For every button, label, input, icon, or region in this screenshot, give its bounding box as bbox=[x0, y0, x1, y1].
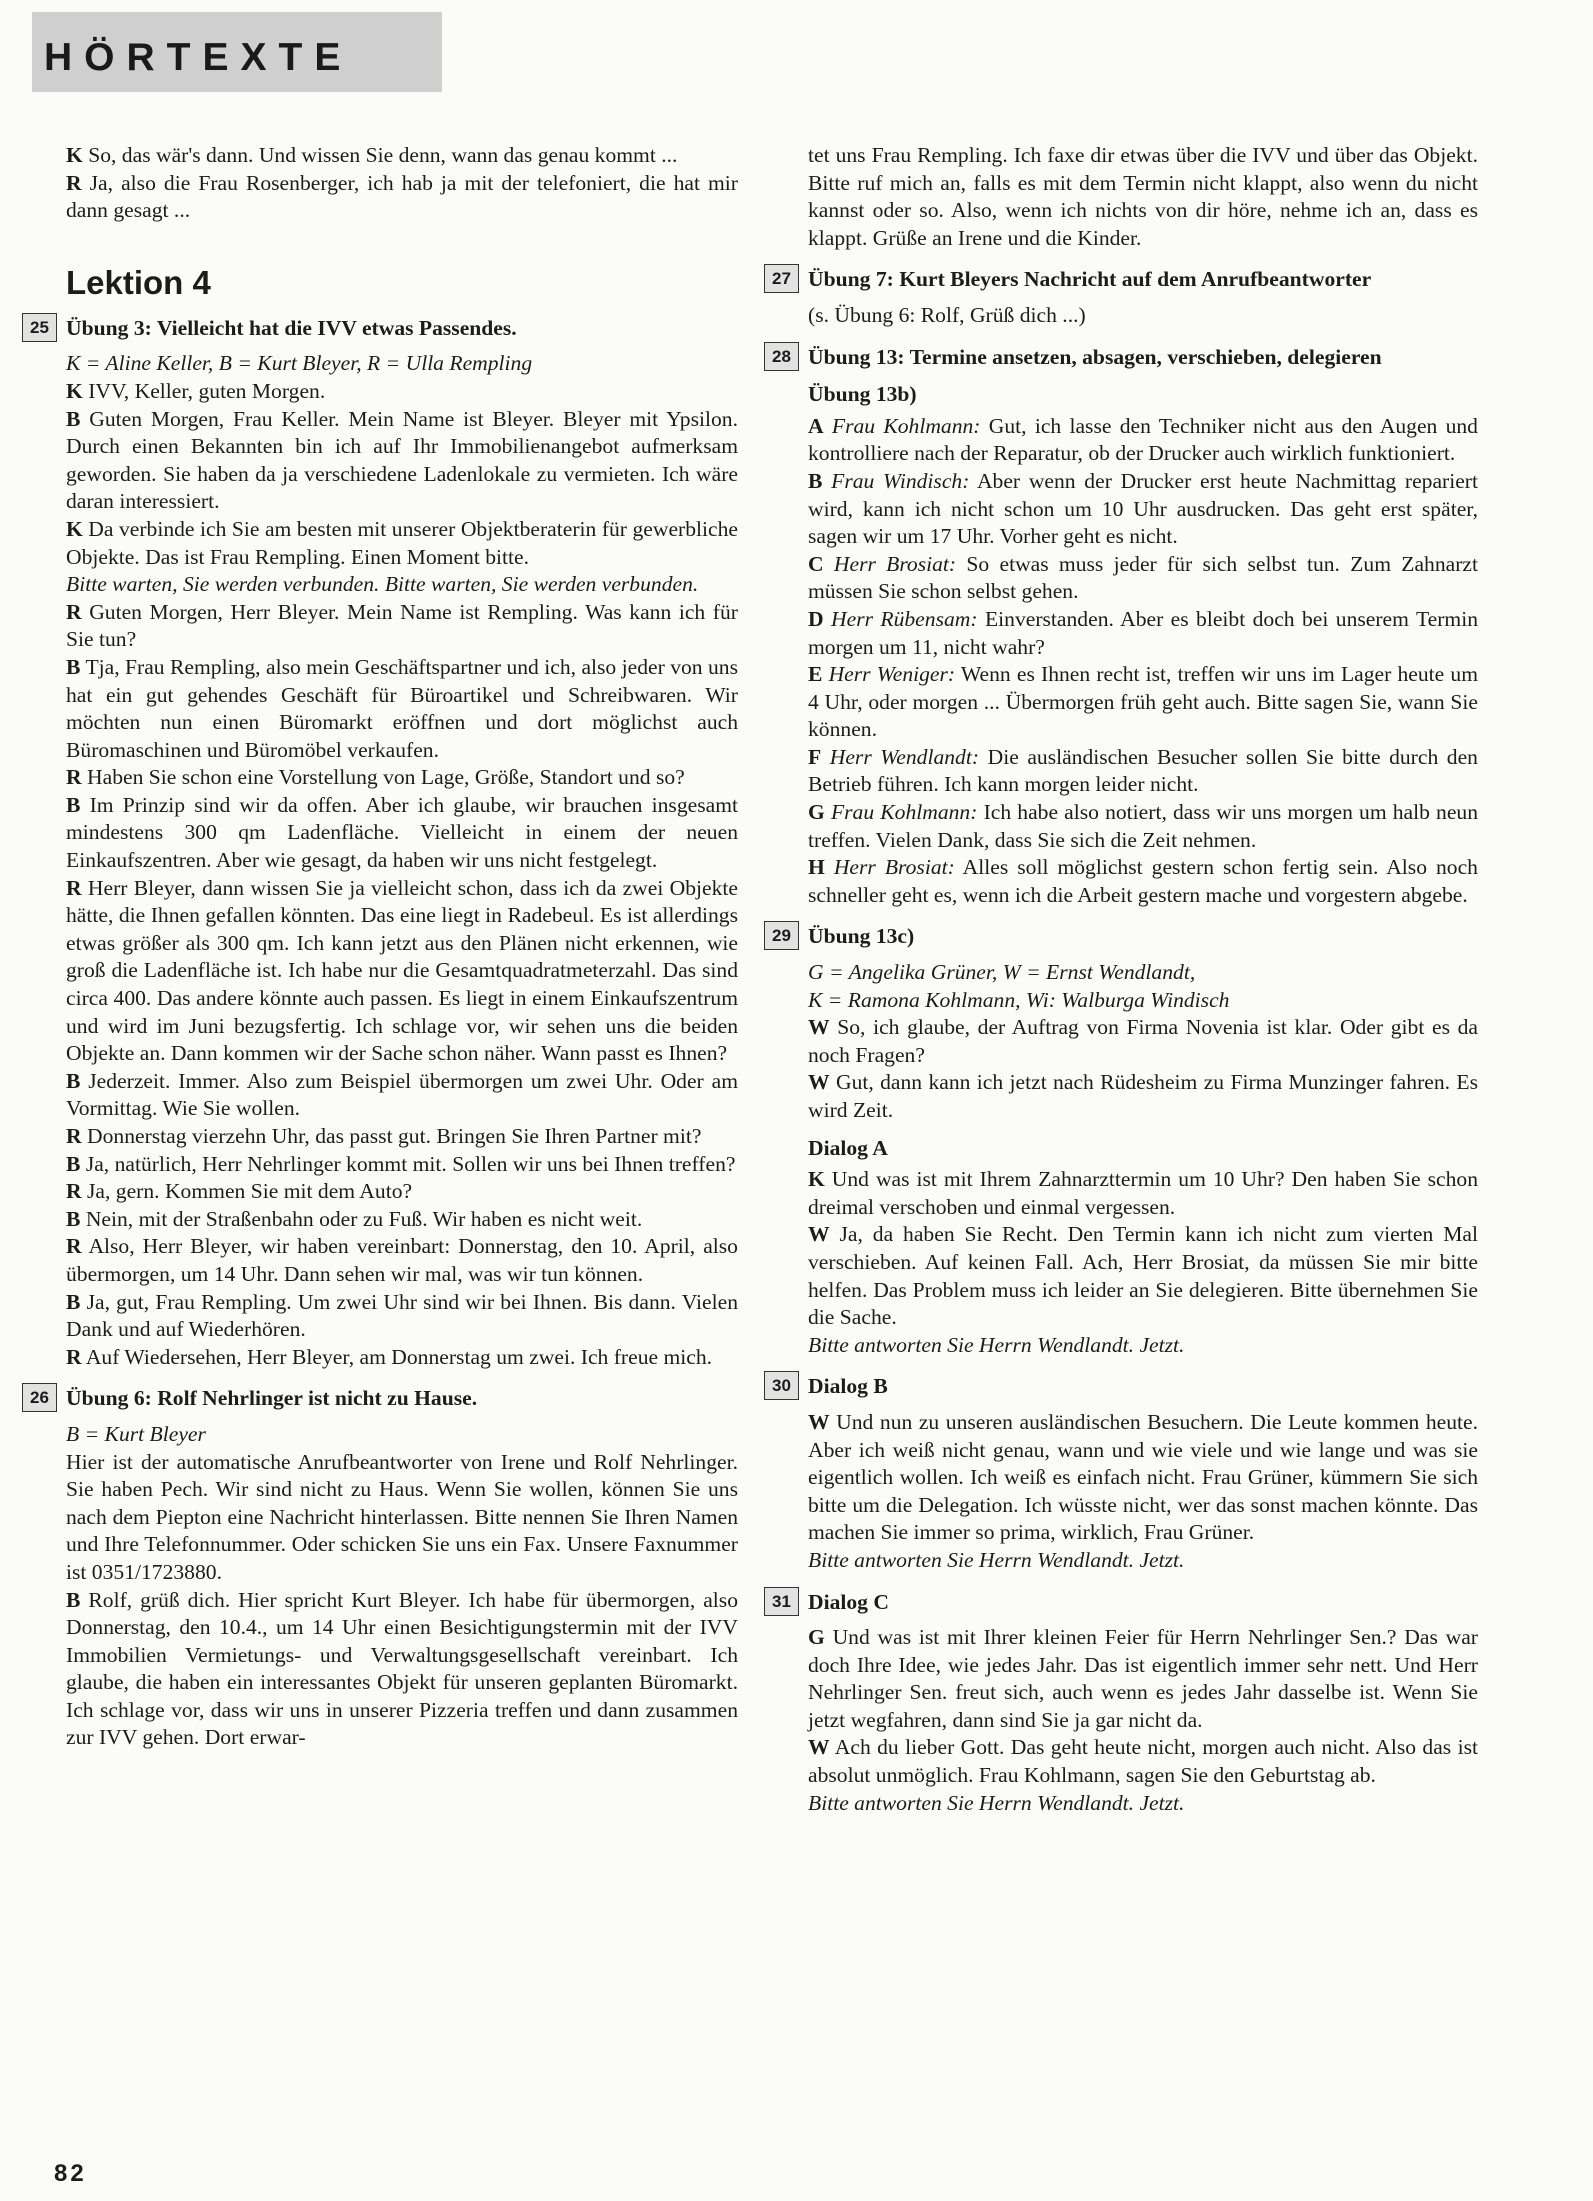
line-text: Die ausländischen Besucher sollen Sie bitte durch den Betrieb führen. Ich kann morgen leider nicht. bbox=[808, 744, 1478, 797]
speaker-label: K bbox=[66, 516, 83, 541]
track-number-badge: 26 bbox=[22, 1383, 57, 1412]
track-heading bbox=[772, 923, 1478, 951]
exercise-title: Dialog B bbox=[808, 1374, 888, 1399]
dialog-line bbox=[66, 1206, 738, 1234]
line-text: Guten Morgen, Frau Keller. Mein Name ist Bleyer. Bleyer mit Ypsilon. Durch einen Bekannten bin ich auf Ihr Immobilienangebot aufmerksam geworden. Sie haben da ja verschiedene Ladenlokale zu vermieten. Ich wäre daran interessiert. bbox=[66, 406, 738, 514]
line-text: Gut, dann kann ich jetzt nach Rüdesheim zu Firma Munzinger fahren. Es wird Zeit. bbox=[808, 1070, 1478, 1122]
track-number-badge: 29 bbox=[764, 921, 799, 950]
speaker-label: A bbox=[808, 413, 824, 438]
dialog-line bbox=[66, 1068, 738, 1123]
cast-list: K = Ramona Kohlmann, Wi: Walburga Windisch bbox=[808, 987, 1230, 1012]
dialog-line bbox=[66, 1178, 738, 1206]
speaker-label: B bbox=[66, 654, 81, 679]
line-text: Also, Herr Bleyer, wir haben vereinbart: Donnerstag, den 10. April, also übermorgen, um 14 Uhr. Dann sehen wir mal, was wir tun können. bbox=[66, 1234, 738, 1286]
speaker-name: Herr Wendlandt: bbox=[829, 744, 980, 769]
dialog-line bbox=[66, 571, 738, 599]
line-text: Alles soll möglichst gestern schon fertig sein. Also noch schneller geht es, wenn ich die Arbeit gestern mache und vorgestern abgebe. bbox=[808, 855, 1478, 907]
line-text: Hier ist der automatische Anrufbeantworter von Irene und Rolf Nehrlinger. Sie haben Pech. Wir sind nicht zu Haus. Wenn Sie wollen, können Sie uns nach dem Piepton eine Nachricht hinterlassen. Bitte nennen Sie Ihren Namen und Ihre Telefonnummer. Oder schicken Sie uns ein Fax. Unsere Faxnummer ist 0351/1723880. bbox=[66, 1449, 738, 1584]
dialog-line bbox=[66, 1344, 738, 1372]
speaker-label: R bbox=[66, 599, 82, 624]
speaker-label: D bbox=[808, 606, 824, 631]
dialog-line bbox=[808, 468, 1478, 551]
line-text: Bitte warten, Sie werden verbunden. Bitte warten, Sie werden verbunden. bbox=[66, 572, 699, 597]
speaker-label: G bbox=[808, 1625, 825, 1650]
dialog-line bbox=[808, 1014, 1478, 1069]
cast-list: B = Kurt Bleyer bbox=[66, 1421, 206, 1446]
exercise-title: Übung 13c) bbox=[808, 924, 915, 949]
dialog-line bbox=[66, 764, 738, 792]
line-text: Aber wenn der Drucker erst heute Nachmittag repariert wird, kann ich nicht schon um 10 Uhr ausdrucken. Das geht erst später, sagen wir um 17 Uhr. Vorher geht es nicht. bbox=[808, 468, 1478, 549]
dialog-line bbox=[808, 854, 1478, 909]
dialog-line bbox=[66, 599, 738, 654]
speaker-label: R bbox=[66, 1124, 82, 1148]
response-cue: Bitte antworten Sie Herrn Wendlandt. Jetzt. bbox=[808, 1332, 1185, 1357]
line-text: So, das wär's dann. Und wissen Sie denn, wann das genau kommt ... bbox=[88, 143, 678, 167]
track-heading bbox=[772, 344, 1478, 372]
dialog-line bbox=[66, 1289, 738, 1344]
dialog-line bbox=[66, 406, 738, 516]
speaker-label: K bbox=[66, 143, 83, 167]
dialog-line bbox=[66, 516, 738, 571]
line-text: Wenn es Ihnen recht ist, treffen wir uns im Lager heute um 4 Uhr, oder morgen ... Übermorgen früh geht auch. Bitte sagen Sie, wann Sie können. bbox=[808, 662, 1479, 742]
dialog-line bbox=[66, 875, 738, 1068]
line-text: Da verbinde ich Sie am besten mit unserer Objektberaterin für gewerbliche Objekte. Das ist Frau Rempling. Einen Moment bitte. bbox=[66, 516, 738, 569]
dialog-line bbox=[808, 413, 1478, 468]
cast-list: G = Angelika Grüner, W = Ernst Wendlandt, bbox=[808, 960, 1196, 985]
dialog-line bbox=[808, 1734, 1478, 1789]
dialog-line bbox=[66, 1151, 738, 1179]
line-text: Ach du lieber Gott. Das geht heute nicht, morgen auch nicht. Also das ist absolut unmöglich. Frau Kohlmann, sagen Sie den Geburtstag ab. bbox=[808, 1735, 1478, 1788]
speaker-label: H bbox=[808, 855, 825, 880]
track-number-badge: 30 bbox=[764, 1371, 799, 1400]
track-heading bbox=[30, 315, 738, 343]
dialog-line bbox=[808, 606, 1478, 661]
dialog-line bbox=[808, 551, 1478, 606]
track-number-badge: 27 bbox=[764, 264, 799, 293]
line-text: Ja, gern. Kommen Sie mit dem Auto? bbox=[87, 1179, 413, 1204]
speaker-label: R bbox=[66, 1234, 82, 1259]
track-heading bbox=[772, 1589, 1478, 1617]
continued-text: tet uns Frau Rempling. Ich faxe dir etwas über die IVV und über das Objekt. Bitte ruf mich an, falls es mit dem Termin nicht klappt, also wenn du nicht kannst oder so. Also, wenn ich nichts von dir höre, nehme ich an, dass es klappt. Grüße an Irene und die Kinder. bbox=[808, 143, 1478, 250]
speaker-name: Herr Rübensam: bbox=[831, 606, 978, 631]
speaker-name: Frau Windisch: bbox=[831, 468, 970, 493]
speaker-name: Frau Kohlmann: bbox=[831, 413, 981, 438]
line-text: Auf Wiedersehen, Herr Bleyer, am Donnerstag um zwei. Ich freue mich. bbox=[85, 1344, 713, 1369]
dialog-line bbox=[808, 661, 1478, 744]
speaker-label: G bbox=[808, 800, 825, 825]
dialog-line bbox=[66, 1233, 738, 1288]
dialog-title: Dialog A bbox=[808, 1135, 888, 1160]
line-text: Und nun zu unseren ausländischen Besuchern. Die Leute kommen heute. Aber ich weiß nicht genau, wann und wie viele und wie lange und was sie eigentlich wollen. Ich weiß es einfach nicht. Frau Grüner, kümmern Sie sich bitte um die Delegation. Ich wüsste nicht, wer das sonst machen könnte. Das machen Sie immer so prima, wirklich, Frau Grüner. bbox=[808, 1409, 1478, 1545]
line-text: So etwas muss jeder für sich selbst tun. Zum Zahnarzt müssen Sie schon selbst gehen. bbox=[808, 551, 1478, 604]
page-number: 82 bbox=[54, 2160, 87, 2187]
track-heading bbox=[772, 266, 1478, 294]
speaker-label: B bbox=[66, 1587, 81, 1612]
speaker-name: Herr Weniger: bbox=[828, 662, 956, 687]
line-text: Und was ist mit Ihrem Zahnarzttermin um 10 Uhr? Den haben Sie schon dreimal verschoben und einmal vergessen. bbox=[808, 1167, 1478, 1219]
speaker-label: B bbox=[66, 406, 81, 431]
line-text: Jederzeit. Immer. Also zum Beispiel übermorgen um zwei Uhr. Oder am Vormittag. Wie Sie wollen. bbox=[66, 1068, 738, 1121]
dialog-line bbox=[66, 142, 738, 170]
speaker-name: Herr Brosiat: bbox=[833, 855, 955, 880]
cast-list: K = Aline Keller, B = Kurt Bleyer, R = Ulla Rempling bbox=[66, 351, 533, 376]
exercise-title: Übung 6: Rolf Nehrlinger ist nicht zu Hause. bbox=[66, 1386, 478, 1411]
speaker-label: B bbox=[808, 468, 823, 493]
speaker-label: B bbox=[66, 1289, 81, 1314]
dialog-line bbox=[808, 1069, 1478, 1124]
speaker-label: R bbox=[66, 765, 82, 790]
response-cue: Bitte antworten Sie Herrn Wendlandt. Jetzt. bbox=[808, 1547, 1185, 1572]
line-text: Rolf, grüß dich. Hier spricht Kurt Bleyer. Ich habe für übermorgen, also Donnerstag, den 10.4., um 14 Uhr einen Besichtigungstermin mit der IVV Immobilien Vermietungs- und Verwaltungsgesellschaft vereinbart. Ich glaube, die haben ein interessantes Objekt für unseren geplanten Büromarkt. Ich schlage vor, dass wir uns in unserer Pizzeria treffen und dann zusammen zur IVV gehen. Dort erwar- bbox=[66, 1587, 739, 1750]
dialog-line bbox=[66, 1449, 738, 1587]
line-text: So, ich glaube, der Auftrag von Firma Novenia ist klar. Oder gibt es da noch Fragen? bbox=[808, 1015, 1478, 1067]
exercise-title: Übung 13: Termine ansetzen, absagen, verschieben, delegieren bbox=[808, 344, 1382, 369]
line-text: Ja, natürlich, Herr Nehrlinger kommt mit. Sollen wir uns bei Ihnen treffen? bbox=[85, 1151, 736, 1176]
line-text: Ja, gut, Frau Rempling. Um zwei Uhr sind wir bei Ihnen. Bis dann. Vielen Dank und auf Wiederhören. bbox=[66, 1289, 738, 1342]
line-text: Ja, also die Frau Rosenberger, ich hab ja mit der telefoniert, die hat mir dann gesagt ... bbox=[66, 170, 738, 223]
left-column bbox=[30, 142, 739, 1752]
speaker-label: R bbox=[66, 875, 82, 900]
dialog-line bbox=[808, 799, 1478, 854]
line-text: Herr Bleyer, dann wissen Sie ja vielleicht schon, dass ich da zwei Objekte hätte, die Ihnen gefallen könnten. Das eine liegt in Radebeul. Es ist allerdings etwas größer als 300 qm. Ich kann jetzt aus den Plänen nicht erkennen, wie groß die Ladenfläche ist. Ich habe nur die Gesamtquadratmeterzahl. Das sind circa 400. Das andere könnte auch passen. Es liegt in einem Einkaufszentrum und wird im Juni bezugsfertig. Ich schlage vor, wir sehen uns die beiden Objekte an. Dann kommen wir der Sache schon näher. Wann passt es Ihnen? bbox=[66, 875, 738, 1066]
track-heading bbox=[30, 1385, 738, 1413]
line-text: Haben Sie schon eine Vorstellung von Lage, Größe, Standort und so? bbox=[87, 765, 685, 790]
track-heading bbox=[772, 1373, 1478, 1401]
dialog-line bbox=[808, 1221, 1478, 1331]
dialog-line bbox=[66, 1587, 738, 1753]
line-text: Nein, mit der Straßenbahn oder zu Fuß. Wir haben es nicht weit. bbox=[85, 1206, 643, 1231]
track-number-badge: 31 bbox=[764, 1587, 799, 1616]
speaker-label: B bbox=[66, 792, 81, 817]
speaker-label: R bbox=[66, 1344, 82, 1369]
speaker-label: B bbox=[66, 1206, 81, 1231]
speaker-label: C bbox=[808, 551, 824, 576]
speaker-name: Frau Kohlmann: bbox=[830, 800, 978, 825]
speaker-label: W bbox=[808, 1222, 830, 1247]
speaker-label: E bbox=[808, 662, 823, 687]
response-cue: Bitte antworten Sie Herrn Wendlandt. Jetzt. bbox=[808, 1790, 1185, 1815]
dialog-line bbox=[808, 744, 1478, 799]
dialog-line bbox=[66, 170, 738, 225]
dialog-line bbox=[66, 1123, 738, 1151]
track-number-badge: 25 bbox=[22, 313, 57, 342]
track-number-badge: 28 bbox=[764, 342, 799, 371]
exercise-note: (s. Übung 6: Rolf, Grüß dich ...) bbox=[808, 302, 1086, 327]
subsection-title: Übung 13b) bbox=[808, 382, 917, 407]
speaker-label: K bbox=[808, 1167, 825, 1192]
speaker-label: B bbox=[66, 1151, 81, 1176]
right-column bbox=[772, 142, 1479, 1817]
exercise-title: Übung 7: Kurt Bleyers Nachricht auf dem Anrufbeantworter bbox=[808, 267, 1372, 292]
exercise-title: Dialog C bbox=[808, 1589, 889, 1614]
dialog-line bbox=[808, 1166, 1478, 1221]
line-text: Ja, da haben Sie Recht. Den Termin kann ich nicht zum vierten Mal verschieben. Auf keinen Fall. Ach, Herr Brosiat, da müssen Sie mir bitte helfen. Das Problem muss ich leider an Sie delegieren. Bitte übernehmen Sie die Sache. bbox=[808, 1222, 1478, 1330]
lesson-heading: Lektion 4 bbox=[66, 263, 211, 301]
line-text: IVV, Keller, guten Morgen. bbox=[88, 378, 326, 403]
speaker-label: W bbox=[808, 1409, 830, 1434]
line-text: Einverstanden. Aber es bleibt doch bei unserem Termin morgen um 11, nicht wahr? bbox=[808, 606, 1478, 659]
speaker-label: F bbox=[808, 744, 822, 769]
speaker-label: R bbox=[66, 1179, 82, 1204]
page-title: HÖRTEXTE bbox=[44, 36, 353, 79]
speaker-label: W bbox=[808, 1015, 830, 1040]
line-text: Donnerstag vierzehn Uhr, das passt gut. Bringen Sie Ihren Partner mit? bbox=[87, 1124, 702, 1148]
speaker-label: R bbox=[66, 170, 82, 195]
speaker-name: Herr Brosiat: bbox=[833, 551, 957, 576]
line-text: Ich habe also notiert, dass wir uns morgen um halb neun treffen. Vielen Dank, dass Sie sich die Zeit nehmen. bbox=[808, 800, 1479, 852]
line-text: Guten Morgen, Herr Bleyer. Mein Name ist Rempling. Was kann ich für Sie tun? bbox=[66, 599, 738, 652]
dialog-line bbox=[66, 654, 738, 764]
line-text: Gut, ich lasse den Techniker nicht aus den Augen und kontrolliere nach der Reparatur, ob der Drucker auch wirklich funktioniert. bbox=[808, 413, 1478, 466]
dialog-line bbox=[808, 1409, 1478, 1547]
line-text: Im Prinzip sind wir da offen. Aber ich glaube, wir brauchen insgesamt mindestens 300 qm Ladenfläche. Vielleicht in einem der neuen Einkaufszentren. Aber wie gesagt, da haben wir uns nicht festgelegt. bbox=[66, 792, 738, 873]
exercise-title: Übung 3: Vielleicht hat die IVV etwas Passendes. bbox=[66, 315, 517, 340]
dialog-line bbox=[66, 792, 738, 875]
speaker-label: W bbox=[808, 1070, 830, 1095]
dialog-line bbox=[66, 378, 738, 406]
speaker-label: B bbox=[66, 1068, 81, 1093]
speaker-label: W bbox=[808, 1735, 830, 1760]
line-text: Und was ist mit Ihrer kleinen Feier für Herrn Nehrlinger Sen.? Das war doch Ihre Idee, wie jedes Jahr. Das ist eigentlich immer sehr nett. Und Herr Nehrlinger Sen. freut sich, auch wenn es jedes Jahr dasselbe ist. Wenn Sie jetzt wegfahren, dann sind Sie ja gar nicht da. bbox=[808, 1625, 1478, 1732]
line-text: Tja, Frau Rempling, also mein Geschäftspartner und ich, also jeder von uns hat ein gut gehendes Geschäft für Büroartikel und Schreibwaren. Wir möchten nun einen Büromarkt eröffnen und dort möglichst auch Büromaschinen und Büromöbel verkaufen. bbox=[66, 654, 739, 762]
dialog-line bbox=[808, 1624, 1478, 1734]
speaker-label: K bbox=[66, 378, 83, 403]
